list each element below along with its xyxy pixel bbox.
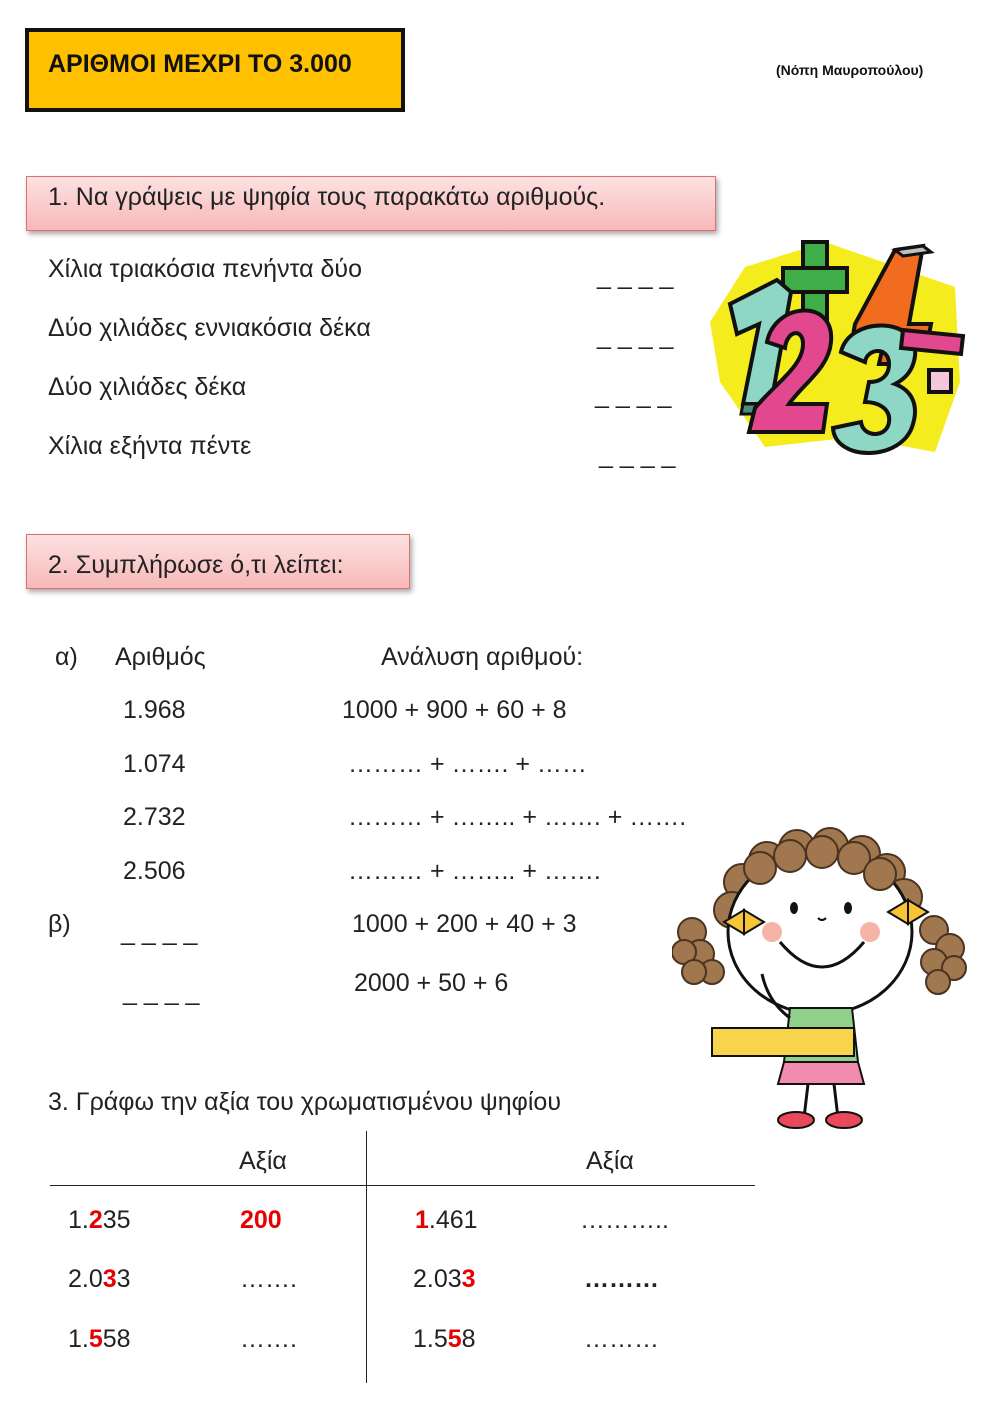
column-value-left: Αξία bbox=[239, 1147, 287, 1175]
ex1-words-1: Χίλια τριακόσια πενήντα δύο bbox=[48, 255, 362, 283]
ex3-right-value-1[interactable]: ……….. bbox=[580, 1206, 669, 1234]
exercise3-heading: 3. Γράφω την αξία του χρωματισμένου ψηφίου bbox=[48, 1088, 562, 1116]
column-analysis-header: Ανάλυση αριθμού: bbox=[381, 643, 584, 671]
ex1-blank-4[interactable]: _ _ _ _ bbox=[599, 441, 676, 469]
ex2a-analysis-1: 1000 + 900 + 60 + 8 bbox=[342, 696, 567, 724]
ex1-words-2: Δύο χιλιάδες εννιακόσια δέκα bbox=[48, 314, 371, 342]
ruler-shape bbox=[712, 1028, 854, 1056]
ex1-words-3: Δύο χιλιάδες δέκα bbox=[48, 373, 247, 401]
ex2a-number-1: 1.968 bbox=[123, 696, 186, 724]
ex3-left-number-3: 1.558 bbox=[68, 1325, 131, 1353]
ex2b-analysis-2: 2000 + 50 + 6 bbox=[354, 969, 509, 997]
exercise1-heading: 1. Να γράψεις με ψηφία τους παρακάτω αριθμούς. bbox=[48, 183, 606, 211]
ex1-blank-2[interactable]: _ _ _ _ bbox=[597, 322, 674, 350]
ex3-left-number-1: 1.235 bbox=[68, 1206, 131, 1234]
ex2a-analysis-4[interactable]: ……… + …….. + ……. bbox=[348, 857, 601, 885]
column-value-right: Αξία bbox=[586, 1147, 634, 1175]
ex3-left-value-3[interactable]: ……. bbox=[240, 1325, 297, 1353]
ex2b-analysis-1: 1000 + 200 + 40 + 3 bbox=[352, 910, 577, 938]
page-title: ΑΡΙΘΜΟΙ ΜΕΧΡΙ ΤΟ 3.000 bbox=[48, 50, 352, 78]
dot-shape bbox=[929, 370, 951, 392]
ex1-blank-1[interactable]: _ _ _ _ bbox=[597, 262, 674, 290]
ex3-right-number-1: 1.461 bbox=[415, 1206, 478, 1234]
ex3-right-value-3[interactable]: ……… bbox=[584, 1325, 659, 1353]
ex2b-number-2[interactable]: _ _ _ _ bbox=[123, 978, 200, 1006]
girl-clipart bbox=[672, 822, 970, 1132]
ex3-right-number-3: 1.558 bbox=[413, 1325, 476, 1353]
part-a-label: α) bbox=[55, 643, 78, 671]
part-b-label: β) bbox=[48, 910, 71, 938]
ex1-blank-3[interactable]: _ _ _ _ bbox=[595, 381, 672, 409]
ex3-right-value-2[interactable]: ……… bbox=[584, 1265, 659, 1293]
ex2b-number-1[interactable]: _ _ _ _ bbox=[121, 918, 198, 946]
ex3-left-value-1: 200 bbox=[240, 1206, 282, 1234]
ex2a-number-2: 1.074 bbox=[123, 750, 186, 778]
author-name: (Νόπη Μαυροπούλου) bbox=[776, 62, 924, 78]
numbers-clipart bbox=[705, 232, 975, 472]
ex3-right-number-2: 2.033 bbox=[413, 1265, 476, 1293]
exercise2-heading: 2. Συμπλήρωσε ό,τι λείπει: bbox=[48, 551, 344, 579]
ex3-left-value-2[interactable]: ……. bbox=[240, 1265, 297, 1293]
ex3-left-number-2: 2.033 bbox=[68, 1265, 131, 1293]
minus-shape bbox=[901, 330, 963, 354]
ex1-words-4: Χίλια εξήντα πέντε bbox=[48, 432, 252, 460]
table-header-line bbox=[50, 1185, 755, 1186]
table-divider bbox=[366, 1131, 367, 1383]
ex2a-analysis-2[interactable]: ……… + ……. + …… bbox=[348, 750, 587, 778]
ex2a-number-3: 2.732 bbox=[123, 803, 186, 831]
column-number-header: Αριθμός bbox=[115, 643, 206, 671]
ex2a-analysis-3[interactable]: ……… + …….. + ……. + ……. bbox=[348, 803, 687, 831]
ex2a-number-4: 2.506 bbox=[123, 857, 186, 885]
